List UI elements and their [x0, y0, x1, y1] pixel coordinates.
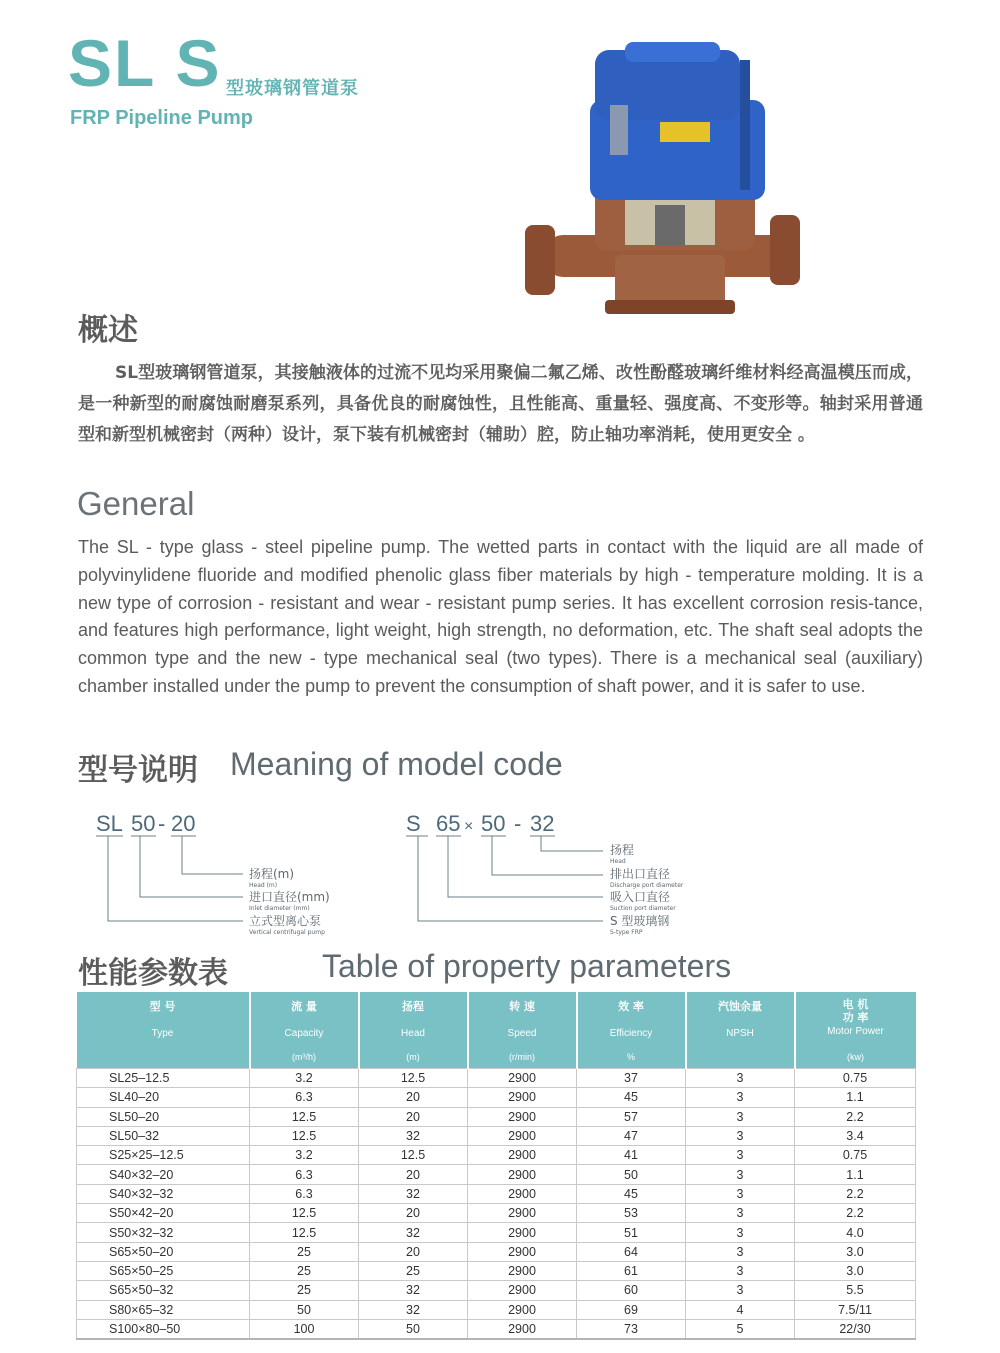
- left-label-type-cn: 立式型离心泵: [249, 914, 322, 928]
- table-row: [77, 1126, 916, 1145]
- left-code-sl: SL: [96, 811, 123, 836]
- table-cell: 20: [359, 1165, 468, 1184]
- table-cell: 20: [359, 1107, 468, 1126]
- table-row: [77, 1088, 916, 1107]
- table-cell: 32: [359, 1300, 468, 1319]
- col-motor-power: 电 机 功 率 Motor Power (kw): [795, 992, 916, 1069]
- table-row: [77, 1223, 916, 1242]
- col-efficiency: 效 率 Efficiency %: [577, 992, 686, 1069]
- table-cell: S50×32–32: [77, 1223, 250, 1242]
- table-row: [77, 1184, 916, 1203]
- table-cell: 22/30: [795, 1319, 916, 1339]
- table-cell: 2900: [468, 1126, 577, 1145]
- table-cell: 73: [577, 1319, 686, 1339]
- right-code-times: ×: [464, 818, 474, 835]
- table-title-cn: 性能参数表: [78, 956, 228, 991]
- table-cell: S25×25–12.5: [77, 1146, 250, 1165]
- left-code-20: 20: [171, 811, 196, 836]
- table-cell: 2900: [468, 1165, 577, 1184]
- table-cell: 0.75: [795, 1069, 916, 1088]
- table-cell: S50×42–20: [77, 1204, 250, 1223]
- table-row: [77, 1165, 916, 1184]
- model-code-title-cn: 型号说明: [78, 753, 198, 788]
- table-cell: 4.0: [795, 1223, 916, 1242]
- table-header-row: [77, 992, 916, 1069]
- table-row: [77, 1281, 916, 1300]
- table-cell: 2900: [468, 1204, 577, 1223]
- table-cell: 100: [250, 1319, 359, 1339]
- brand-subtitle-cn: 型玻璃钢管道泵: [226, 78, 359, 99]
- table-cell: 2900: [468, 1088, 577, 1107]
- table-row: [77, 1069, 916, 1088]
- table-cell: 2900: [468, 1300, 577, 1319]
- table-cell: 2900: [468, 1107, 577, 1126]
- right-code-s: S: [406, 811, 421, 836]
- table-cell: 25: [250, 1281, 359, 1300]
- table-cell: S80×65–32: [77, 1300, 250, 1319]
- right-code-32: 32: [530, 811, 555, 836]
- left-code-50: 50: [131, 811, 156, 836]
- table-cell: 3.2: [250, 1146, 359, 1165]
- table-cell: 3.2: [250, 1069, 359, 1088]
- right-code-50: 50: [481, 811, 506, 836]
- table-cell: 3: [686, 1088, 795, 1107]
- general-body-en: The SL - type glass - steel pipeline pump. The wetted parts in contact with the liquid are all made of polyvinylidene fluoride and modified phenolic glass fiber materials by high - temperature molding. It is a new type of corrosion - resistant and wear - resistant pump series. It has excellent corrosion resis-tance, and features high performance, light weight, high strength, no deformation, etc. The shaft seal adopts the common type and the new - type mechanical seal (two types). There is a mechanical seal (auxiliary) chamber installed under the pump to prevent the consumption of shaft power, and it is safer to use.: [78, 537, 923, 696]
- table-cell: 12.5: [250, 1204, 359, 1223]
- table-title-en: Table of property parameters: [322, 948, 732, 984]
- table-cell: 12.5: [359, 1146, 468, 1165]
- left-code-dash: -: [158, 811, 166, 836]
- table-cell: 37: [577, 1069, 686, 1088]
- table-cell: SL25–12.5: [77, 1069, 250, 1088]
- left-label-inlet-en: Inlet diameter (mm): [249, 905, 310, 912]
- table-row: [77, 1242, 916, 1261]
- right-code-dash: -: [514, 811, 522, 836]
- table-cell: 0.75: [795, 1146, 916, 1165]
- right-label-suction-en: Suction port diameter: [610, 905, 676, 912]
- table-cell: 7.5/11: [795, 1300, 916, 1319]
- left-label-head-en: Head (m): [249, 882, 278, 889]
- table-cell: SL50–20: [77, 1107, 250, 1126]
- table-cell: 32: [359, 1126, 468, 1145]
- col-head: 扬程 Head (m): [359, 992, 468, 1069]
- table-cell: 25: [250, 1261, 359, 1280]
- left-label-head-cn: 扬程(m): [249, 867, 295, 881]
- table-row: [77, 1300, 916, 1319]
- table-cell: 53: [577, 1204, 686, 1223]
- right-label-discharge-cn: 排出口直径: [610, 867, 671, 881]
- right-label-head-en: Head: [610, 858, 626, 865]
- overview-body-cn: SL型玻璃钢管道泵，其接触液体的过流不见均采用聚偏二氟乙烯、改性酚醛玻璃纤维材料经高温模压而成，是一种新型的耐腐蚀耐磨泵系列，具备优良的耐腐蚀性，且性能高、重量轻、强度高、不变形等。轴封采用普通型和新型机械密封（两种）设计，泵下装有机械密封（辅助）腔，防止轴功率消耗，使用更安全 。: [78, 363, 923, 445]
- right-code-65: 65: [436, 811, 461, 836]
- table-cell: 41: [577, 1146, 686, 1165]
- table-cell: 25: [250, 1242, 359, 1261]
- col-npsh: 汽蚀余量 NPSH: [686, 992, 795, 1069]
- table-cell: 2.2: [795, 1107, 916, 1126]
- table-cell: 3: [686, 1281, 795, 1300]
- overview-title: 概述: [78, 313, 138, 348]
- general-title: General: [77, 485, 195, 522]
- table-cell: 12.5: [250, 1107, 359, 1126]
- table-cell: 45: [577, 1184, 686, 1203]
- table-cell: 32: [359, 1281, 468, 1300]
- table-cell: 6.3: [250, 1184, 359, 1203]
- table-row: [77, 1204, 916, 1223]
- table-cell: 50: [577, 1165, 686, 1184]
- table-cell: 3.0: [795, 1242, 916, 1261]
- table-cell: 45: [577, 1088, 686, 1107]
- table-cell: 2900: [468, 1319, 577, 1339]
- table-cell: 2.2: [795, 1204, 916, 1223]
- table-cell: 60: [577, 1281, 686, 1300]
- right-label-type-cn: S 型玻璃钢: [610, 914, 670, 928]
- col-type: 型 号 Type: [77, 992, 250, 1069]
- table-cell: 2900: [468, 1069, 577, 1088]
- table-cell: S65×50–32: [77, 1281, 250, 1300]
- table-cell: 32: [359, 1223, 468, 1242]
- table-cell: 3: [686, 1261, 795, 1280]
- table-cell: S40×32–32: [77, 1184, 250, 1203]
- table-cell: 3: [686, 1146, 795, 1165]
- table-cell: 50: [250, 1300, 359, 1319]
- table-cell: 2900: [468, 1242, 577, 1261]
- table-cell: SL40–20: [77, 1088, 250, 1107]
- table-cell: 3: [686, 1126, 795, 1145]
- table-cell: S65×50–25: [77, 1261, 250, 1280]
- table-cell: 3: [686, 1107, 795, 1126]
- col-speed: 转 速 Speed (r/min): [468, 992, 577, 1069]
- left-label-type-en: Vertical centrifugal pump: [249, 929, 325, 936]
- table-cell: 3.0: [795, 1261, 916, 1280]
- table-cell: 6.3: [250, 1088, 359, 1107]
- table-cell: 3.4: [795, 1126, 916, 1145]
- table-row: [77, 1107, 916, 1126]
- table-cell: 2900: [468, 1281, 577, 1300]
- table-cell: S40×32–20: [77, 1165, 250, 1184]
- table-cell: S65×50–20: [77, 1242, 250, 1261]
- table-cell: 3: [686, 1204, 795, 1223]
- table-cell: 3: [686, 1184, 795, 1203]
- left-label-inlet-cn: 进口直径(mm): [249, 890, 330, 904]
- table-cell: 3: [686, 1223, 795, 1242]
- table-cell: 2900: [468, 1223, 577, 1242]
- table-cell: 61: [577, 1261, 686, 1280]
- table-cell: 51: [577, 1223, 686, 1242]
- model-code-diagram: [0, 800, 1000, 940]
- table-cell: 1.1: [795, 1088, 916, 1107]
- table-cell: 57: [577, 1107, 686, 1126]
- table-cell: 20: [359, 1242, 468, 1261]
- model-code-title-en: Meaning of model code: [230, 746, 563, 782]
- table-cell: 4: [686, 1300, 795, 1319]
- table-row: [77, 1261, 916, 1280]
- table-cell: 3: [686, 1069, 795, 1088]
- table-cell: 5.5: [795, 1281, 916, 1300]
- table-cell: 12.5: [359, 1069, 468, 1088]
- table-cell: 3: [686, 1242, 795, 1261]
- table-cell: 6.3: [250, 1165, 359, 1184]
- right-label-suction-cn: 吸入口直径: [610, 890, 671, 904]
- table-cell: 12.5: [250, 1223, 359, 1242]
- brand-subtitle-en: FRP Pipeline Pump: [70, 107, 253, 129]
- table-cell: 32: [359, 1184, 468, 1203]
- table-cell: SL50–32: [77, 1126, 250, 1145]
- table-cell: 47: [577, 1126, 686, 1145]
- right-label-type-en: S-type FRP: [610, 929, 643, 936]
- table-cell: 2900: [468, 1261, 577, 1280]
- table-cell: 2900: [468, 1146, 577, 1165]
- right-label-discharge-en: Discharge port diameter: [610, 882, 684, 889]
- pump-illustration: [515, 30, 815, 320]
- table-row: [77, 1146, 916, 1165]
- table-cell: 12.5: [250, 1126, 359, 1145]
- table-cell: 2900: [468, 1184, 577, 1203]
- table-cell: S100×80–50: [77, 1319, 250, 1339]
- table-cell: 20: [359, 1088, 468, 1107]
- table-cell: 50: [359, 1319, 468, 1339]
- table-cell: 64: [577, 1242, 686, 1261]
- property-table: [76, 992, 916, 1340]
- table-cell: 3: [686, 1165, 795, 1184]
- table-cell: 25: [359, 1261, 468, 1280]
- table-cell: 1.1: [795, 1165, 916, 1184]
- table-row: [77, 1319, 916, 1339]
- table-cell: 69: [577, 1300, 686, 1319]
- col-capacity: 流 量 Capacity (m³/h): [250, 992, 359, 1069]
- table-cell: 2.2: [795, 1184, 916, 1203]
- table-cell: 5: [686, 1319, 795, 1339]
- brand-title: SL S: [68, 26, 222, 100]
- table-cell: 20: [359, 1204, 468, 1223]
- right-label-head-cn: 扬程: [610, 843, 635, 857]
